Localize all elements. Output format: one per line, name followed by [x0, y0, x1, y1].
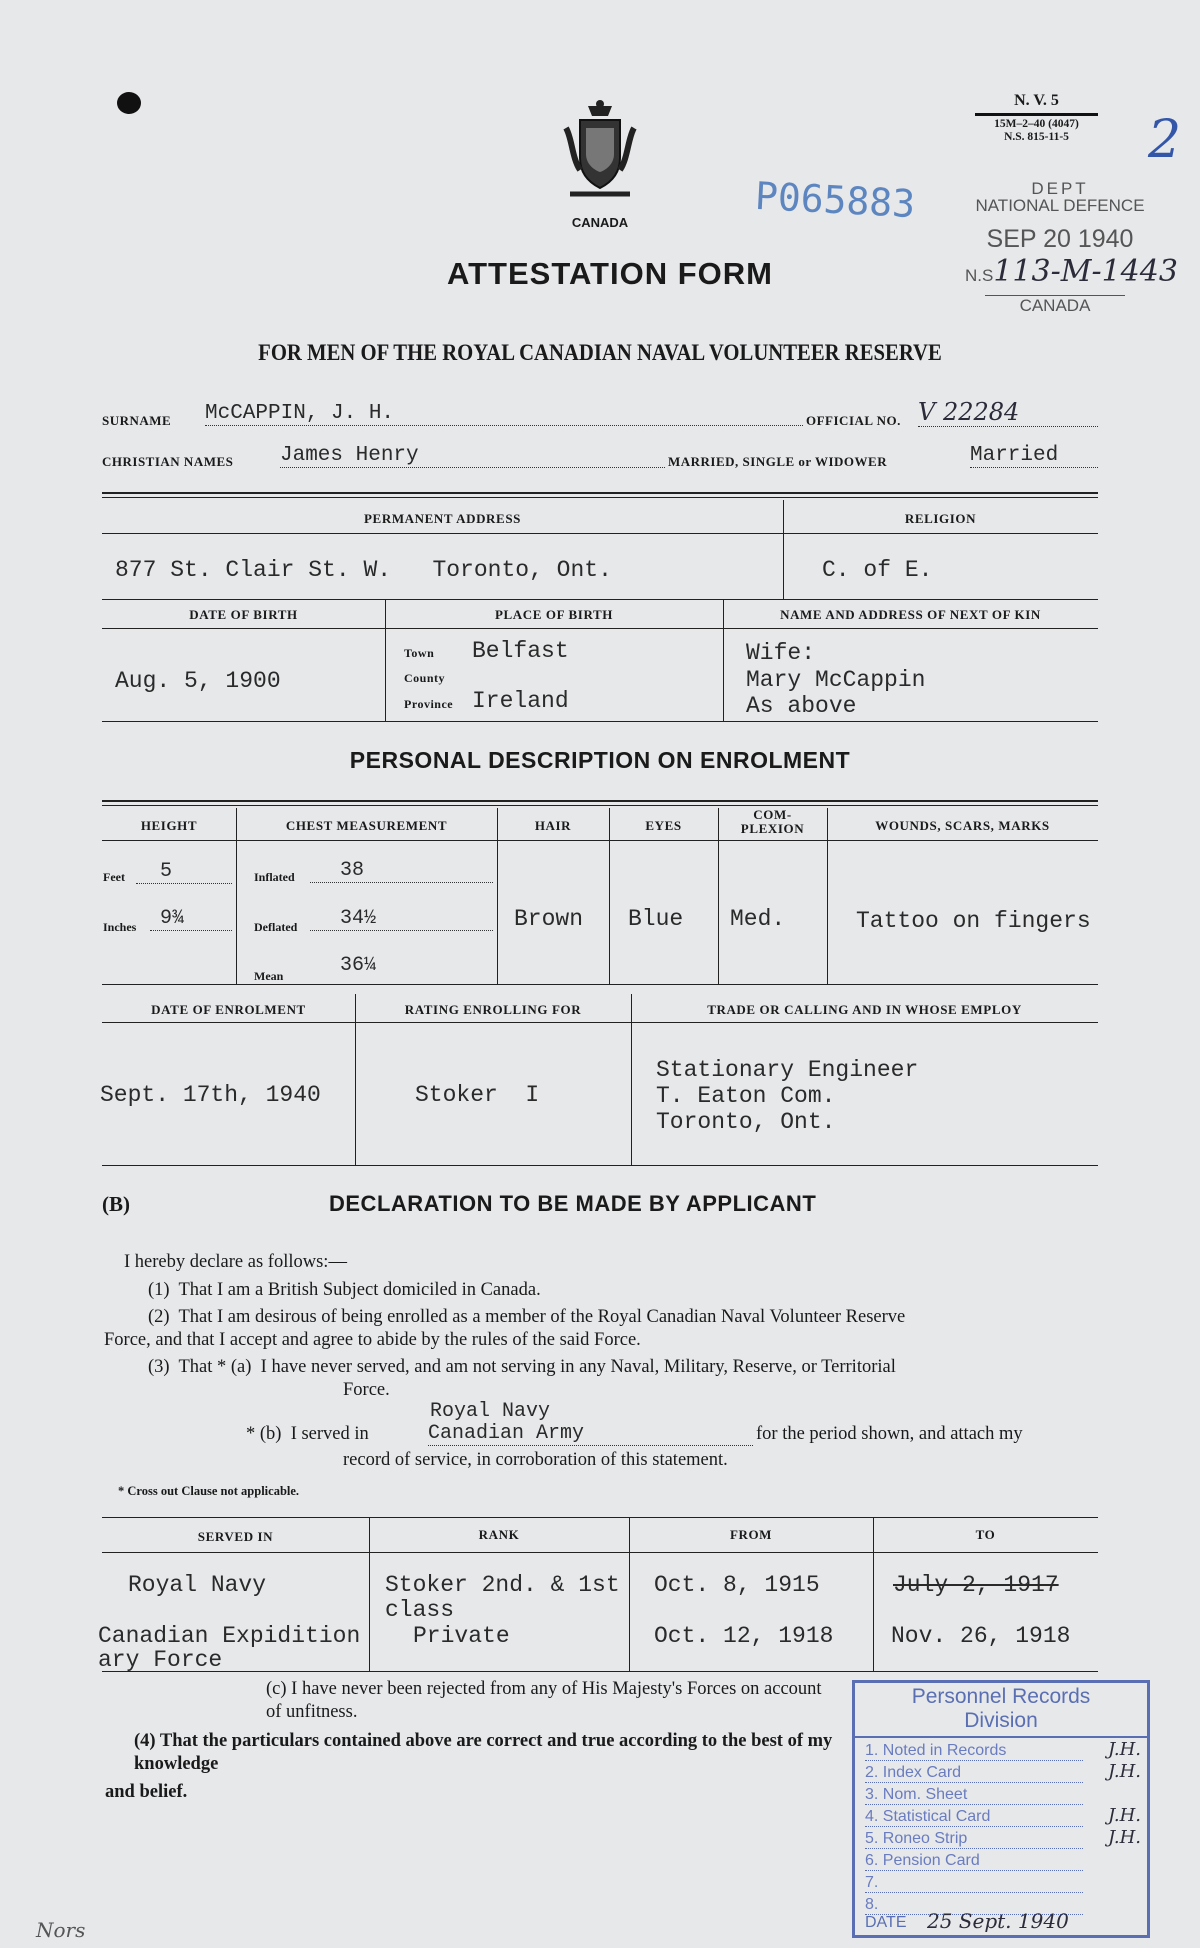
stamp-item-2: 2. Index Card — [865, 1763, 1083, 1783]
dept-country: CANADA — [985, 295, 1125, 315]
official-no-field[interactable]: V 22284 — [918, 398, 1098, 427]
mean-label: Mean — [254, 969, 284, 983]
clause-2b: Force, and that I accept and agree to abide by the rules of the said Force. — [104, 1330, 641, 1350]
christian-names-field[interactable]: James Henry — [280, 444, 665, 468]
rank-header: RANK — [478, 1527, 520, 1542]
served-in-typed-1: Royal Navy — [430, 1400, 551, 1423]
service-row2-from: Oct. 12, 1918 — [654, 1623, 834, 1649]
stamp-date-value: 25 Sept. 1940 — [927, 1909, 1069, 1933]
service-row1-served-in: Royal Navy — [128, 1572, 267, 1598]
dob-header: DATE OF BIRTH — [189, 607, 298, 622]
footnote: * Cross out Clause not applicable. — [118, 1484, 300, 1498]
religion-value: C. of E. — [822, 557, 933, 583]
hair-header: HAIR — [534, 818, 572, 833]
hair-value: Brown — [514, 906, 584, 932]
surname-label: SURNAME — [102, 413, 172, 428]
stamp-item-7: 7. — [865, 1873, 1083, 1893]
height-header: HEIGHT — [140, 818, 198, 833]
clause-3a: (3) That * (a) I have never served, and am not serving in any Naval, Military, Reserve, or Territorial — [148, 1357, 896, 1377]
dept-line2: NATIONAL DEFENCE — [975, 196, 1145, 215]
clause-3c-pre: * (b) I served in — [246, 1424, 369, 1444]
inflated-value: 38 — [310, 859, 493, 883]
province-label: Province — [404, 697, 454, 711]
clause-2a: (2) That I am desirous of being enrolled as a member of the Royal Canadian Naval Volunteer Reserve — [148, 1307, 906, 1327]
inches-label: Inches — [103, 920, 137, 934]
clause-3d: record of service, in corroboration of this statement. — [343, 1450, 728, 1470]
mean-value: 36¼ — [340, 954, 377, 977]
official-no-label: OFFICIAL NO. — [806, 413, 901, 428]
address-value: 877 St. Clair St. W. Toronto, Ont. — [115, 557, 612, 583]
kin-line-3: As above — [746, 693, 857, 719]
complexion-header: COM- PLEXION — [740, 807, 805, 836]
dob-value: Aug. 5, 1900 — [115, 668, 281, 694]
stamp-title-2: Division — [964, 1709, 1038, 1732]
trade-line-2: T. Eaton Com. — [656, 1083, 836, 1109]
enrolment-date-value: Sept. 17th, 1940 — [100, 1082, 321, 1108]
stamp-date-label: DATE — [865, 1914, 907, 1931]
wounds-value: Tattoo on fingers — [856, 908, 1091, 934]
personnel-records-stamp — [852, 1680, 1150, 1938]
declaration-intro: I hereby declare as follows:— — [124, 1252, 347, 1272]
town-value: Belfast — [472, 638, 569, 664]
form-title: ATTESTATION FORM — [447, 256, 773, 291]
margin-note: Nors — [36, 1918, 86, 1942]
to-header: TO — [975, 1527, 996, 1542]
canada-crest-icon — [560, 98, 640, 208]
kin-header: NAME AND ADDRESS OF NEXT OF KIN — [780, 607, 1041, 622]
feet-value: 5 — [136, 860, 232, 884]
dept-date: SEP 20 1940 — [986, 225, 1134, 253]
dept-line1: DEPT — [1031, 179, 1089, 198]
served-in-header: SERVED IN — [197, 1529, 274, 1544]
stamp-title-1: Personnel Records — [911, 1685, 1091, 1708]
clause-3b: Force. — [343, 1380, 390, 1400]
trade-header: TRADE OR CALLING AND IN WHOSE EMPLOY — [707, 1002, 1022, 1017]
county-label: County — [404, 671, 446, 685]
dept-ns-number: 113-M-1443 — [993, 254, 1178, 289]
clause-4b: and belief. — [105, 1782, 188, 1802]
eyes-value: Blue — [628, 906, 684, 932]
form-code: N. V. 5 — [1014, 92, 1059, 109]
crest-label: CANADA — [571, 215, 629, 230]
dept-ns-prefix: N.S — [965, 266, 994, 285]
trade-line-1: Stationary Engineer — [656, 1057, 919, 1083]
deflated-label: Deflated — [254, 920, 298, 934]
surname-field[interactable]: McCAPPIN, J. H. — [205, 402, 803, 426]
christian-names-label: CHRISTIAN NAMES — [102, 454, 234, 469]
town-label: Town — [404, 646, 435, 660]
service-row2-served-in-2: ary Force — [98, 1647, 223, 1673]
complexion-value: Med. — [730, 906, 786, 932]
stamp-item-1: 1. Noted in Records — [865, 1741, 1083, 1761]
stamp-initials-1: J.H. — [1108, 1739, 1141, 1760]
service-row2-served-in: Canadian Expidition — [98, 1623, 361, 1649]
stamp-item-3: 3. Nom. Sheet — [865, 1785, 1083, 1805]
handwritten-mark: 2 — [1148, 110, 1182, 170]
clause-1: (1) That I am a British Subject domiciled in Canada. — [148, 1280, 541, 1300]
service-row1-from: Oct. 8, 1915 — [654, 1572, 820, 1598]
kin-line-2: Mary McCappin — [746, 667, 926, 693]
clause-3c-post: for the period shown, and attach my — [756, 1424, 1023, 1444]
stamp-item-4: 4. Statistical Card — [865, 1807, 1083, 1827]
stamp-item-6: 6. Pension Card — [865, 1851, 1083, 1871]
stamp-number: P065883 — [753, 173, 917, 227]
stamp-item-8: 8. — [865, 1895, 1083, 1915]
enrolment-date-header: DATE OF ENROLMENT — [151, 1002, 306, 1017]
stamp-item-5: 5. Roneo Strip — [865, 1829, 1083, 1849]
inches-value: 9¾ — [150, 907, 232, 931]
kin-line-1: Wife: — [746, 640, 816, 666]
eyes-header: EYES — [645, 818, 682, 833]
served-in-field[interactable]: Canadian Army — [428, 1422, 753, 1446]
trade-line-3: Toronto, Ont. — [656, 1109, 836, 1135]
address-header: PERMANENT ADDRESS — [364, 511, 521, 526]
service-row2-rank: Private — [413, 1623, 510, 1649]
feet-label: Feet — [103, 870, 125, 884]
marital-field[interactable]: Married — [970, 444, 1098, 468]
stamp-initials-4: J.H. — [1108, 1827, 1141, 1848]
province-value: Ireland — [472, 688, 569, 714]
form-ref-1: 15M–2–40 (4047) — [994, 118, 1079, 130]
form-subtitle: FOR MEN OF THE ROYAL CANADIAN NAVAL VOLUNTEER RESERVE — [258, 340, 942, 365]
clause-c: (c) I have never been rejected from any of His Majesty's Forces on account of unfitness. — [266, 1679, 822, 1722]
dept-stamp — [965, 179, 1178, 315]
pob-header: PLACE OF BIRTH — [495, 607, 613, 622]
from-header: FROM — [729, 1527, 773, 1542]
service-row1-to: July 2, 1917 — [893, 1572, 1059, 1598]
stamp-initials-2: J.H. — [1108, 1761, 1141, 1782]
deflated-value: 34½ — [310, 907, 493, 931]
religion-header: RELIGION — [904, 511, 977, 526]
form-code-rule — [975, 113, 1098, 116]
service-row1-rank: Stoker 2nd. & 1st — [385, 1572, 620, 1598]
chest-header: CHEST MEASUREMENT — [285, 818, 448, 833]
declaration-title: DECLARATION TO BE MADE BY APPLICANT — [329, 1191, 817, 1216]
wounds-header: WOUNDS, SCARS, MARKS — [875, 818, 1050, 833]
marital-label: MARRIED, SINGLE or WIDOWER — [668, 454, 888, 469]
personal-title: PERSONAL DESCRIPTION ON ENROLMENT — [349, 747, 851, 773]
rating-header: RATING ENROLLING FOR — [404, 1002, 582, 1017]
service-row1-rank-2: class — [385, 1597, 455, 1623]
stamp-initials-3: J.H. — [1108, 1805, 1141, 1826]
section-b-label: (B) — [102, 1192, 130, 1216]
punch-hole — [117, 92, 141, 114]
inflated-label: Inflated — [254, 870, 295, 884]
service-row2-to: Nov. 26, 1918 — [891, 1623, 1071, 1649]
clause-4a: (4) That the particulars contained above are correct and true according to the best of my knowledge — [134, 1731, 833, 1774]
form-ref-2: N.S. 815-11-5 — [1004, 131, 1069, 143]
rating-value: Stoker I — [415, 1082, 540, 1108]
